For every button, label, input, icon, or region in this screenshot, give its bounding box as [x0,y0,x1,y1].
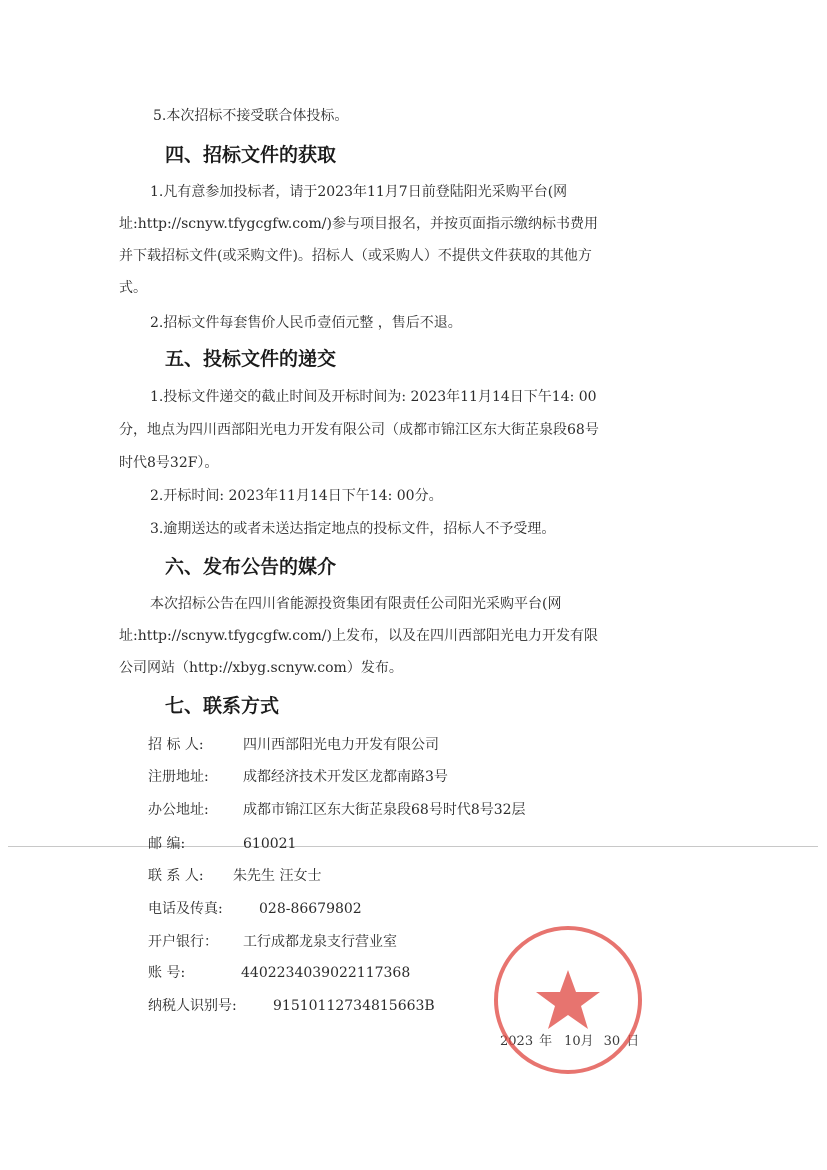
section7-heading: 七、联系方式 [165,695,280,717]
date-year-suffix: 年 [539,1034,553,1049]
section3-item5: 5.本次招标不接受联合体投标。 [153,108,349,124]
contact-row [148,996,435,1016]
contact-label: 联 系 人: [148,868,204,884]
scan-line [8,846,818,847]
section4-item1-line4: 式。 [119,280,147,296]
section4-item2: 2.招标文件每套售价人民币壹佰元整 ，售后不退。 [150,315,462,331]
contact-row [148,800,526,820]
contact-row [148,932,397,952]
section6-line1: 本次招标公告在四川省能源投资集团有限责任公司阳光采购平台(网 [150,596,562,612]
contact-value: 工行成都龙泉支行营业室 [243,934,397,950]
contact-value: 91510112734815663B [273,998,435,1014]
contact-row [148,899,362,919]
contact-row [148,866,321,886]
contact-label: 办公地址: [148,802,209,818]
date-day-suffix: 日 [626,1034,640,1049]
contact-row [148,963,410,983]
date-month: 10月 [564,1034,594,1049]
section4-item1-line1: 1.凡有意参加投标者，请于2023年11月7日前登陆阳光采购平台(网 [150,184,568,200]
contact-label: 注册地址: [148,769,209,785]
contact-value: 610021 [243,836,297,852]
section6-line3: 公司网站（http://xbyg.scnyw.com）发布。 [119,660,403,676]
contact-label: 电话及传真: [148,901,223,917]
contact-label: 纳税人识别号: [148,998,237,1014]
date-year: 2023 [500,1034,534,1049]
contact-value: 成都经济技术开发区龙都南路3号 [243,769,448,785]
contact-row [148,834,296,854]
section5-heading: 五、投标文件的递交 [165,348,337,370]
contact-label: 邮 编: [148,836,186,852]
contact-value: 四川西部阳光电力开发有限公司 [243,737,439,753]
contact-row [148,767,448,787]
seal-star-icon [536,970,600,1029]
contact-value: 4402234039022117368 [241,965,411,981]
section4-heading: 四、招标文件的获取 [165,144,337,166]
section5-item1-line3: 时代8号32F）。 [119,455,219,471]
contact-row [148,735,439,755]
section5-item2: 2.开标时间: 2023年11月14日下午14: 00分。 [150,488,443,504]
contact-value: 028-86679802 [259,901,362,917]
section4-item1-line3: 并下载招标文件(或采购文件)。招标人（或采购人）不提供文件获取的其他方 [119,248,592,264]
contact-label: 招 标 人: [148,737,204,753]
section5-item1-line1: 1.投标文件递交的截止时间及开标时间为: 2023年11月14日下午14: 00 [150,389,597,405]
date-day: 30 [603,1034,621,1049]
contact-label: 开户银行： [148,934,218,950]
section6-line2: 址:http://scnyw.tfygcgfw.com/)上发布，以及在四川西部阳光电力开发有限 [119,628,598,644]
contact-label: 账 号: [148,965,186,981]
contact-value: 成都市锦江区东大街芷泉段68号时代8号32层 [243,802,526,818]
section5-item3: 3.逾期送达的或者未送达指定地点的投标文件，招标人不予受理。 [150,521,556,537]
section4-item1-line2: 址:http://scnyw.tfygcgfw.com/)参与项目报名，并按页面指示缴纳标书费用 [119,216,598,232]
contact-value: 朱先生 汪女士 [233,868,322,884]
section5-item1-line2: 分，地点为四川西部阳光电力开发有限公司（成都市锦江区东大街芷泉段68号 [119,422,599,438]
section6-heading: 六、发布公告的媒介 [165,556,337,578]
company-seal-stamp [488,904,648,1084]
